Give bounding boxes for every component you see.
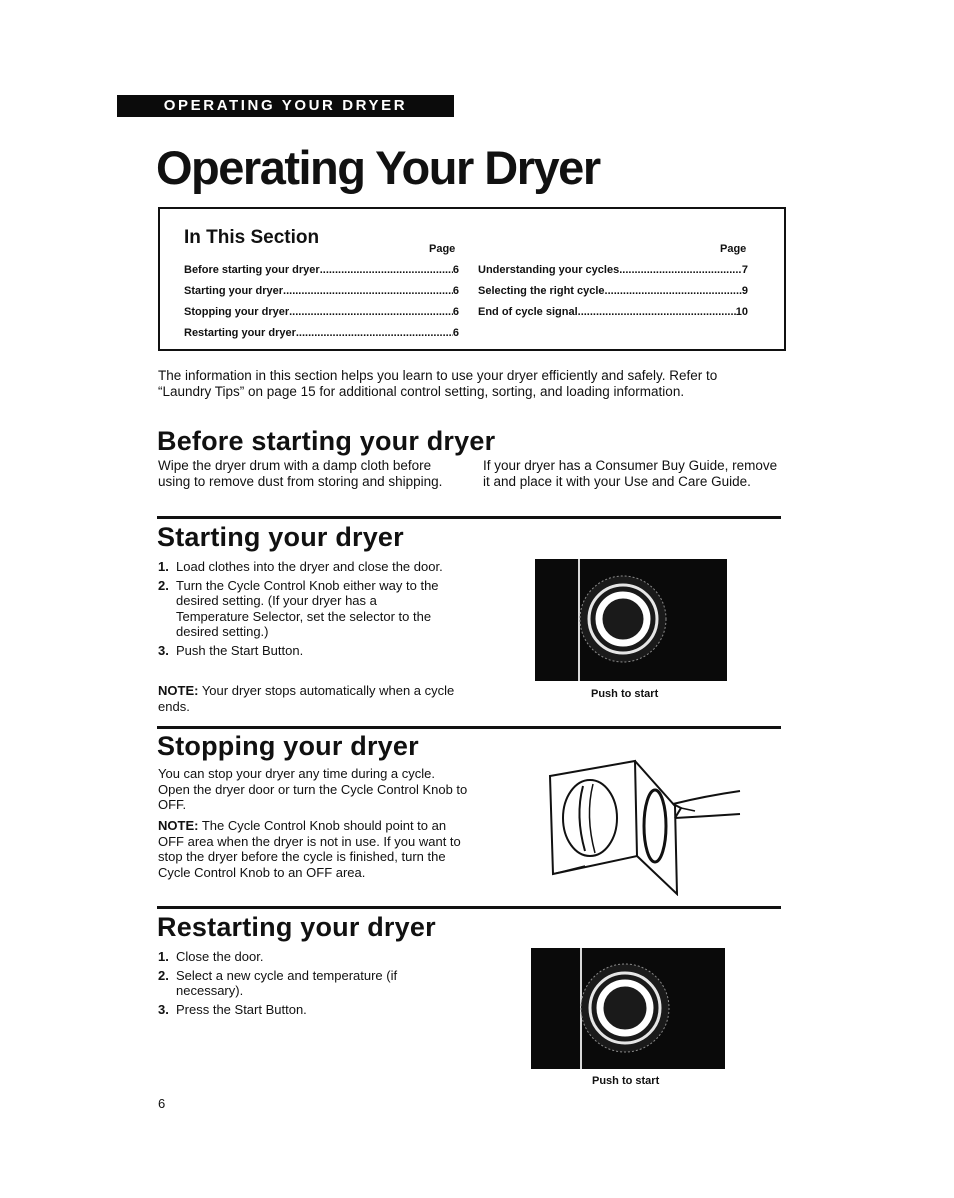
page-number: 6 (158, 1096, 166, 1111)
start-button-illustration (535, 559, 727, 681)
divider (157, 516, 781, 519)
intro-paragraph: The information in this section helps you learn to use your dryer efficiently and safely. Refer to “Laundry Tips” on page 15 for additional control setting, sorting, and loading information. (158, 368, 718, 399)
stopping-heading: Stopping your dryer (157, 731, 419, 761)
toc-item-page: 6 (452, 306, 459, 318)
restarting-steps (158, 949, 453, 1020)
starting-steps (158, 559, 453, 661)
toc-item[interactable] (184, 263, 459, 284)
divider (157, 726, 781, 729)
before-col2: If your dryer has a Consumer Buy Guide, remove it and place it with your Use and Care Guide. (483, 458, 778, 489)
toc-item-page: 9 (741, 285, 748, 297)
toc-item[interactable] (478, 263, 748, 284)
toc-item-label: Stopping your dryer (184, 306, 290, 318)
section-banner: OPERATING YOUR DRYER (117, 95, 454, 117)
toc-column-right (478, 263, 748, 326)
before-heading: Before starting your dryer (157, 426, 496, 456)
starting-heading: Starting your dryer (157, 522, 404, 552)
start-button-icon (535, 559, 727, 681)
toc-item-label: End of cycle signal (478, 306, 578, 318)
toc-item-label: Selecting the right cycle (478, 285, 605, 297)
toc-item-label: Starting your dryer (184, 285, 284, 297)
list-item: 3. Press the Start Button. (158, 1001, 307, 1017)
toc-item[interactable] (184, 305, 459, 326)
toc-item[interactable] (478, 305, 748, 326)
toc-box (158, 207, 786, 351)
start-button-illustration (531, 948, 725, 1069)
divider (157, 906, 781, 909)
list-item: 3. Push the Start Button. (158, 642, 304, 658)
toc-item-label: Before starting your dryer (184, 264, 320, 276)
toc-item-page: 6 (452, 285, 459, 297)
toc-item-page: 6 (452, 327, 459, 339)
list-item: 1. Load clothes into the dryer and close the door. (158, 559, 443, 574)
dryer-door-icon (545, 756, 745, 896)
restarting-heading: Restarting your dryer (157, 912, 436, 942)
toc-page-label-left: Page (429, 243, 456, 255)
image-caption: Push to start (592, 1075, 660, 1087)
toc-item-label: Understanding your cycles (478, 264, 620, 276)
toc-item[interactable] (478, 284, 748, 305)
toc-item[interactable] (184, 284, 459, 305)
page-title: Operating Your Dryer (156, 141, 600, 194)
start-button-icon (531, 948, 725, 1069)
starting-note: NOTE: Your dryer stops automatically when a cycle ends. (158, 683, 455, 714)
stopping-paragraph: You can stop your dryer any time during a cycle. Open the dryer door or turn the Cycle Control Knob to OFF. (158, 766, 468, 812)
toc-page-label-right: Page (720, 243, 747, 255)
dryer-door-illustration (545, 756, 745, 896)
toc-column-left (184, 263, 459, 347)
toc-item-page: 6 (452, 264, 459, 276)
stopping-note: NOTE: The Cycle Control Knob should point to an OFF area when the dryer is not in use. If you want to stop the dryer before the cycle is finished, turn the Cycle Control Knob to an OFF area. (158, 818, 461, 880)
toc-item-label: Restarting your dryer (184, 327, 296, 339)
list-item: 1. Close the door. (158, 949, 264, 964)
toc-item-page: 7 (741, 264, 748, 276)
toc-item-page: 10 (735, 306, 748, 318)
list-item: 2. Select a new cycle and temperature (if necessary). (158, 967, 398, 998)
toc-item[interactable] (184, 326, 459, 347)
list-item: 2. Turn the Cycle Control Knob either way to the desired setting. (If your dryer has a Temperature Selector, set the selector to the desired setting.) (158, 577, 439, 639)
toc-heading: In This Section (184, 227, 320, 248)
before-col1: Wipe the dryer drum with a damp cloth before using to remove dust from storing and shipping. (158, 458, 443, 489)
image-caption: Push to start (591, 688, 659, 700)
